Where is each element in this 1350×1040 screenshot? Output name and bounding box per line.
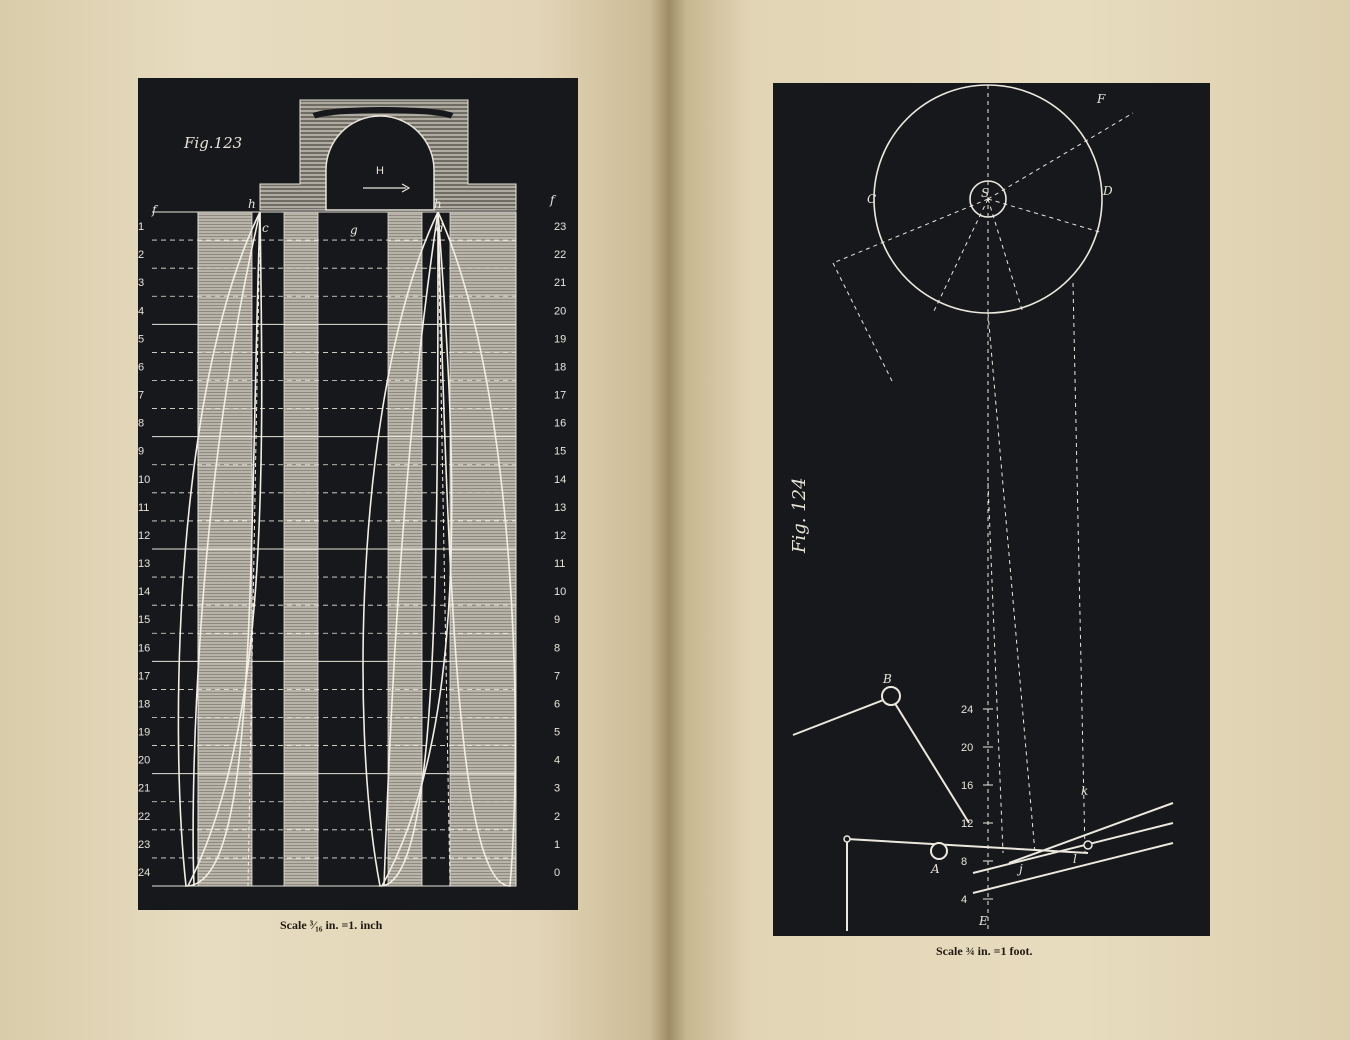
right-scale-number: 8	[554, 642, 561, 655]
right-scale-number: 14	[554, 473, 567, 486]
right-scale-number: 19	[554, 333, 567, 346]
pivot-A	[931, 843, 947, 859]
label-S: S	[981, 186, 990, 200]
left-scale-number: 1	[138, 221, 145, 234]
left-scale-number: 7	[138, 389, 145, 402]
label-c: c	[262, 221, 269, 235]
left-scale-number: 10	[138, 473, 151, 486]
figure-123-plate	[138, 78, 578, 910]
right-scale-number: 11	[554, 558, 566, 571]
right-scale-number: 18	[554, 361, 567, 374]
scale-tick-label: 8	[961, 856, 968, 868]
figure-123-caption: Scale ³⁄₁₆ in. =1. inch	[280, 918, 383, 932]
label-h-left: h	[248, 197, 256, 211]
left-scale-number: 21	[138, 782, 151, 795]
figure-123-label: Fig.123	[184, 134, 243, 152]
right-scale-number: 12	[554, 529, 567, 542]
left-scale-number: 24	[138, 866, 151, 879]
left-scale-number: 3	[138, 277, 145, 290]
right-scale-number: 21	[554, 277, 567, 290]
left-scale-number: 14	[138, 586, 151, 599]
label-h-right: h	[434, 197, 442, 211]
scale-tick-label: 20	[961, 742, 974, 754]
label-d: d	[436, 221, 444, 235]
figure-124-label: Fig. 124	[789, 477, 810, 553]
scale-tick-label: 16	[961, 780, 974, 792]
right-scale-number: 10	[554, 586, 567, 599]
right-scale	[554, 221, 566, 879]
pivot-B	[882, 687, 900, 705]
right-scale-number: 9	[554, 614, 561, 627]
right-scale-number: 6	[554, 698, 561, 711]
right-scale-number: 20	[554, 305, 567, 318]
label-g: g	[350, 223, 358, 237]
left-scale-number: 8	[138, 417, 145, 430]
right-scale-number: 22	[554, 249, 567, 262]
label-D: D	[1103, 184, 1113, 198]
left-scale-number: 20	[138, 754, 151, 767]
right-scale-number: 17	[554, 389, 567, 402]
left-scale-number: 15	[138, 614, 151, 627]
label-E: E	[979, 914, 988, 928]
label-B: B	[883, 672, 892, 686]
left-scale-number: 23	[138, 838, 151, 851]
label-C: C	[867, 192, 877, 206]
book-gutter	[650, 0, 686, 1040]
left-scale-number: 12	[138, 529, 151, 542]
left-scale-number: 5	[138, 333, 145, 346]
right-scale-number: 13	[554, 501, 567, 514]
figure-124-caption: Scale ¾ in. =1 foot.	[936, 944, 1033, 958]
rod-B	[793, 697, 891, 735]
left-scale-number: 18	[138, 698, 151, 711]
left-scale-number: 6	[138, 361, 145, 374]
label-j: j	[1019, 862, 1023, 876]
right-scale-number: 15	[554, 445, 567, 458]
right-scale-number: 4	[554, 754, 561, 767]
right-scale-number: 3	[554, 782, 561, 795]
label-F: F	[1097, 92, 1106, 106]
scale-tick-label: 24	[961, 704, 974, 716]
label-f-right: f	[550, 193, 555, 207]
label-l: l	[1073, 852, 1077, 866]
left-scale-number: 22	[138, 810, 151, 823]
left-scale-number: 17	[138, 670, 151, 683]
label-k: k	[1081, 784, 1089, 798]
right-scale-number: 16	[554, 417, 567, 430]
label-A: A	[931, 862, 940, 876]
right-scale-number: 1	[554, 838, 561, 851]
left-scale-number: 16	[138, 642, 151, 655]
left-scale-number: 2	[138, 249, 145, 262]
right-scale-number: 7	[554, 670, 561, 683]
left-scale-number: 11	[138, 501, 150, 514]
right-scale-number: 23	[554, 221, 567, 234]
right-scale-number: 0	[554, 866, 561, 879]
left-scale-number: 9	[138, 445, 145, 458]
right-scale-number: 5	[554, 726, 561, 739]
left-scale-number: 4	[138, 305, 145, 318]
right-scale-number: 2	[554, 810, 561, 823]
label-f-left: f	[152, 203, 157, 217]
left-scale-number: 13	[138, 558, 151, 571]
left-scale-number: 19	[138, 726, 151, 739]
left-scale	[138, 221, 150, 879]
scale-tick-label: 12	[961, 818, 974, 830]
label-H: H	[376, 165, 384, 177]
figure-124-plate	[773, 83, 1210, 936]
scale-tick-label: 4	[961, 894, 968, 906]
